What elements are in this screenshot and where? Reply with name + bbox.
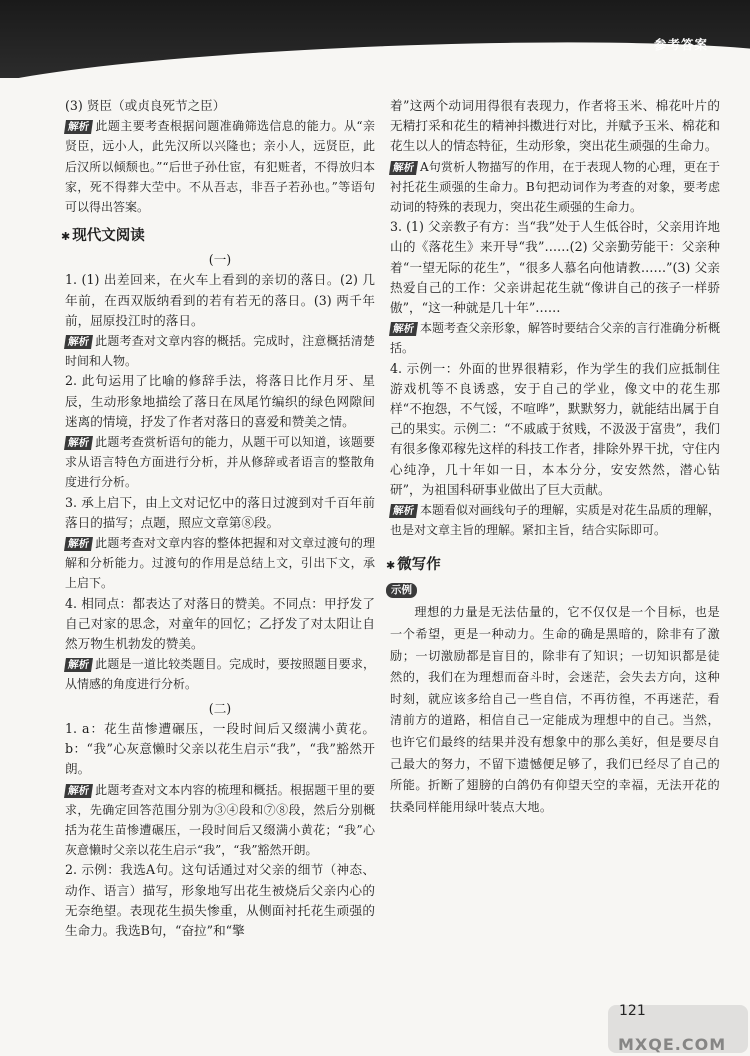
star-icon: ✱ xyxy=(61,230,71,244)
answer-text: 1. a：花生苗惨遭碾压，一段时间后又缀满小黄花。b：“我”心灰意懒时父亲以花生启示“我”，“我”豁然开朗。 xyxy=(65,720,375,777)
section-title xyxy=(61,225,375,248)
explanation xyxy=(65,533,375,594)
explanation-text: A句赏析人物描写的作用，在于表现人物的心理，更在于衬托花生顽强的生命力。B句把动词作为考查的对象，要考虑动词的特殊的表现力，突出花生顽强的生命力。 xyxy=(390,159,720,215)
star-icon: ✱ xyxy=(386,559,396,573)
answer-text: 4. 相同点：都表达了对落日的赞美。不同点：甲抒发了自己对家的思念，对童年的回忆；乙抒发了对太阳让自然万物生机勃发的赞美。 xyxy=(65,595,375,652)
answer-text: 4. 示例一：外面的世界很精彩，作为学生的我们应抵制住游戏机等不良诱惑，安于自己的学业，像文中的花生那样“不抱怨，不气馁，不喧哗”，默默努力，就能结出属于自己的果实。示例二：“不戚戚于贫贱，不汲汲于富贵”，我们有很多像邓稼先这样的科技工作者，排除外界干扰，守住内心纯净，几十年如一日，本本分分，安安然然，潜心钻研”，为祖国科研事业做出了巨大贡献。 xyxy=(390,360,720,497)
explanation-text: 此题是一道比较类题目。完成时，要按照题目要求，从情感的角度进行分析。 xyxy=(65,657,375,692)
section-title-text: 现代文阅读 xyxy=(72,228,145,245)
answer-text: 2. 此句运用了比喻的修辞手法，将落日比作月牙、星辰，生动形象地描绘了落日在凤尾竹编织的绿色网隙间迷离的情境，抒发了作者对落日的喜爱和赞美之情。 xyxy=(65,373,375,429)
explanation-text: 此题考查对文章内容的概括。完成时，注意概括清楚时间和人物。 xyxy=(65,334,375,369)
explanation-text: 本题看似对画线句子的理解，实质是对花生品质的理解，也是对文章主旨的理解。紧扣主旨，结合实际即可。 xyxy=(390,503,721,538)
section-title xyxy=(386,554,720,577)
answer-text: 2. 示例：我选A句。这句话通过对父亲的细节（神态、动作、语言）描写，形象地写出花生被烧后父亲内心的无奈绝望。表现花生损失惨重，从侧面衬托花生顽强的生命力。我选B句，“奋拉”和“擎 xyxy=(65,862,375,938)
explanation-tag: 解析 xyxy=(64,784,93,798)
explanation xyxy=(390,318,720,358)
section-title-text: 微写作 xyxy=(397,557,441,574)
right-column xyxy=(386,96,721,818)
explanation xyxy=(65,432,375,493)
explanation xyxy=(65,116,375,217)
subsection-title: (二) xyxy=(208,700,232,716)
explanation-tag: 解析 xyxy=(389,322,418,336)
example-tag: 示例 xyxy=(386,583,417,598)
explanation-tag: 解析 xyxy=(389,161,418,175)
left-column xyxy=(61,96,375,941)
explanation-text: 本题考查父亲形象，解答时要结合父亲的言行准确分析概括。 xyxy=(390,321,721,356)
explanation xyxy=(65,654,375,694)
essay-text: 理想的力量是无法估量的，它不仅仅是一个目标，也是一个希望，更是一种动力。生命的确是黑暗的，除非有了激励；一切激励都是盲目的，除非有了知识；一切知识都是徒然的，我们在为理想而奋斗时，会迷茫，会失去方向，这种时刻，就应该多给自己一些自信，不再彷徨，不再迷茫，看清前方的道路，相信自己一定能成为理想中的自己。当然，也许它们最终的结果并没有想象中的那么美好，但是要尽自己最大的努力，不留下遗憾便足够了，我们已经尽了自己的所能。折断了翅膀的白鸽仍有仰望天空的幸福，无法开花的扶桑同样能用绿叶装点大地。 xyxy=(390,605,720,814)
explanation-tag: 解析 xyxy=(64,335,93,349)
explanation xyxy=(390,157,720,218)
explanation-text: 此题主要考查根据问题准确筛选信息的能力。从“亲贤臣，远小人，此先汉所以兴隆也；亲小人，远贤臣，此后汉所以倾颓也。”“后世子孙仕宦，有犯赃者，不得放归本家，死不得葬大茔中。不从吾志，非吾子若孙也。”等语句可以得出答案。 xyxy=(65,119,375,215)
page-number: 121 xyxy=(619,1003,646,1019)
answer-text: 1. (1) 出差回来，在火车上看到的亲切的落日。(2) 几年前，在西双版纳看到的若有若无的落日。(3) 两千年前，屈原投江时的落日。 xyxy=(65,272,375,328)
answer-text: 3. 承上启下，由上文对记忆中的落日过渡到对千百年前落日的描写；点题，照应文章第⑧段。 xyxy=(65,494,375,530)
explanation xyxy=(65,780,375,861)
answer-text: (3) 贤臣（或贞良死节之臣） xyxy=(65,98,226,113)
explanation xyxy=(65,331,375,371)
watermark-text: MXQE.COM xyxy=(618,1035,727,1054)
explanation-text: 此题考查赏析语句的能力，从题干可以知道，该题要求从语言特色方面进行分析，并从修辞或者语言的整散角度进行分析。 xyxy=(65,435,375,490)
header-title: 参考答案 xyxy=(653,37,708,52)
explanation-tag: 解析 xyxy=(64,658,93,672)
answer-text: 着”这两个动词用得很有表现力，作者将玉米、棉花叶片的无精打采和花生的精神抖擞进行对比，并赋予玉米、棉花和花生以人的情态特征，生动形象，突出花生顽强的生命力。 xyxy=(390,98,720,154)
explanation-tag: 解析 xyxy=(389,504,418,518)
explanation-text: 此题考查对文本内容的梳理和概括。根据题干里的要求，先确定回答范围分别为③④段和⑦⑧段，然后分别概括为花生苗惨遭碾压，一段时间后又缀满小黄花；“我”心灰意懒时父亲以花生启示“我”，“我”豁然开朗。 xyxy=(65,782,375,858)
explanation xyxy=(390,500,720,540)
explanation-text: 此题考查对文章内容的整体把握和对文章过渡句的理解和分析能力。过渡句的作用是总结上文，引出下文，承上启下。 xyxy=(65,536,375,591)
answer-text: 3. (1) 父亲教子有方：当“我”处于人生低谷时，父亲用许地山的《落花生》来开导“我”……(2) 父亲勤劳能干：父亲种着“一望无际的花生”，“很多人慕名向他请教……”(3) 父亲热爱自己的工作：父亲讲起花生就“像讲自己的孩子一样骄傲”，“这一种就是几十年”…… xyxy=(390,219,720,316)
explanation-tag: 解析 xyxy=(64,537,93,551)
explanation-tag: 解析 xyxy=(64,120,93,134)
subsection-title: (一) xyxy=(208,252,232,268)
explanation-tag: 解析 xyxy=(64,436,93,450)
